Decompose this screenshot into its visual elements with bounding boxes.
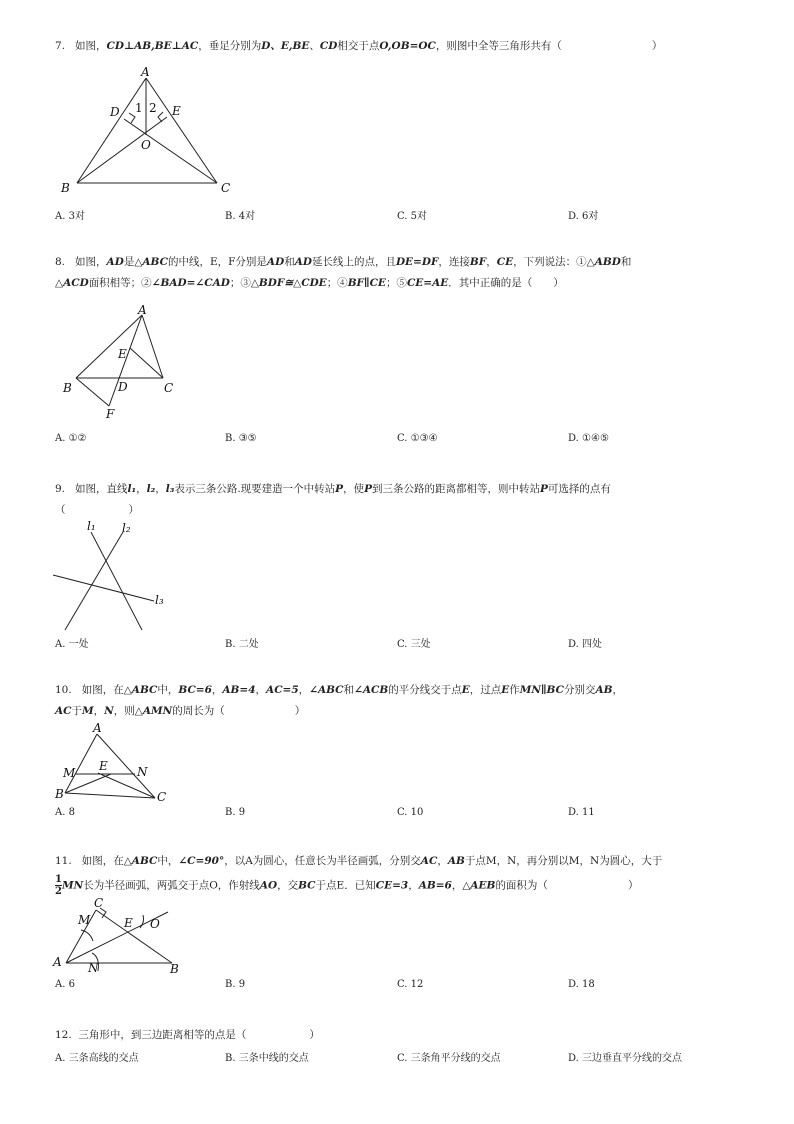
fraction-one-half: $\frac{1}{2}$ (55, 874, 62, 897)
q7-option-a[interactable]: A. 3对 (55, 211, 85, 222)
q12-option-a[interactable]: A. 三条高线的交点 (55, 1053, 139, 1064)
line-l3-label: l₃ (155, 593, 164, 607)
question-10-stem-line2: AC于M，N，则△AMN的周长为（ ） (55, 705, 306, 717)
q8-option-a[interactable]: A. ①② (55, 433, 87, 444)
q12-option-b[interactable]: B. 三条中线的交点 (225, 1053, 309, 1064)
question-8-stem-line2: △ACD面积相等；②∠BAD=∠CAD；③△BDF≅△CDE；④BF∥CE；⑤CE=AE．其中正确的是（ ） (55, 277, 564, 289)
q10-option-b[interactable]: B. 9 (225, 807, 246, 818)
angle-1-label: 1 (135, 101, 143, 115)
point-o-label: O (141, 138, 151, 152)
point-c-label: C (221, 181, 231, 195)
point-e-label: E (124, 916, 133, 930)
point-c-label: C (94, 896, 104, 910)
q7-option-b[interactable]: B. 4对 (225, 211, 256, 222)
point-o-label: O (150, 917, 160, 931)
q10-option-a[interactable]: A. 8 (55, 807, 75, 818)
q7-option-c[interactable]: C. 5对 (397, 211, 428, 222)
point-d-label: D (118, 380, 128, 394)
question-7-figure (55, 65, 245, 200)
q11-option-d[interactable]: D. 18 (568, 979, 595, 990)
question-9-figure (50, 518, 180, 633)
point-b-label: B (63, 381, 72, 395)
q9-option-d[interactable]: D. 四处 (568, 639, 603, 650)
question-8-figure (55, 302, 195, 422)
point-a-label: A (138, 303, 147, 317)
point-a-label: A (93, 721, 102, 735)
question-10-figure (55, 720, 175, 805)
point-e-label: E (99, 759, 108, 773)
q9-option-a[interactable]: A. 一处 (55, 639, 89, 650)
point-a-label: A (53, 955, 62, 969)
angle-2-label: 2 (149, 101, 157, 115)
q11-option-a[interactable]: A. 6 (55, 979, 75, 990)
q10-option-c[interactable]: C. 10 (397, 807, 424, 818)
q11-option-b[interactable]: B. 9 (225, 979, 246, 990)
question-8-stem-line1: 8. 如图，AD是△ABC的中线，E，F分别是AD和AD延长线上的点，且DE=DF，连接BF，CE，下列说法：①△ABD和 (55, 256, 632, 268)
question-7-stem: 7. 如图，CD⊥AB,BE⊥AC，垂足分别为D、E,BE、CD相交于点O,OB=OC，则图中全等三角形共有（ ） (55, 40, 663, 52)
question-9-stem-line1: 9. 如图，直线l₁，l₂，l₃表示三条公路.现要建造一个中转站P，使P到三条公路的距离都相等，则中转站P可选择的点有 (55, 483, 611, 495)
line-l2-label: l₂ (122, 521, 131, 535)
point-f-label: F (106, 407, 115, 421)
point-c-label: C (157, 790, 167, 804)
point-m-label: M (63, 766, 76, 780)
point-n-label: N (137, 765, 148, 779)
q7-option-d[interactable]: D. 6对 (568, 211, 599, 222)
q12-option-d[interactable]: D. 三边垂直平分线的交点 (568, 1053, 683, 1064)
question-12-stem: 12. 三角形中，到三边距离相等的点是（ ） (55, 1029, 320, 1041)
point-e-label: E (172, 104, 181, 118)
q8-option-d[interactable]: D. ①④⑤ (568, 433, 609, 444)
question-11-stem-line2: $\frac{1}{2}$ MN长为半径画弧，两弧交于点O，作射线AO，交BC于点E．已知CE=3，AB=6，△AEB的面积为（ ） (55, 874, 639, 897)
line-l1-label: l₁ (87, 519, 96, 533)
question-10-stem-line1: 10. 如图，在△ABC中，BC=6，AB=4，AC=5，∠ABC和∠ACB的平分线交于点E，过点E作MN∥BC分别交AB， (55, 684, 623, 696)
question-9-stem-line2: （ ） (55, 504, 139, 516)
q12-option-c[interactable]: C. 三条角平分线的交点 (397, 1053, 501, 1064)
point-c-label: C (164, 381, 174, 395)
q11-option-c[interactable]: C. 12 (397, 979, 424, 990)
question-11-figure (50, 895, 185, 980)
point-b-label: B (55, 787, 64, 801)
q9-option-c[interactable]: C. 三处 (397, 639, 431, 650)
point-b-label: B (61, 181, 70, 195)
q10-option-d[interactable]: D. 11 (568, 807, 595, 818)
q9-option-b[interactable]: B. 二处 (225, 639, 259, 650)
point-m-label: M (78, 913, 91, 927)
point-a-label: A (141, 65, 150, 79)
q8-option-b[interactable]: B. ③⑤ (225, 433, 257, 444)
point-d-label: D (110, 105, 120, 119)
point-e-label: E (118, 347, 127, 361)
point-n-label: N (88, 961, 99, 975)
question-11-stem-line1: 11. 如图，在△ABC中，∠C=90°，以A为圆心，任意长为半径画弧，分别交AC，AB于点M，N，再分别以M，N为圆心，大于 (55, 855, 663, 867)
point-b-label: B (170, 962, 179, 976)
q8-option-c[interactable]: C. ①③④ (397, 433, 438, 444)
